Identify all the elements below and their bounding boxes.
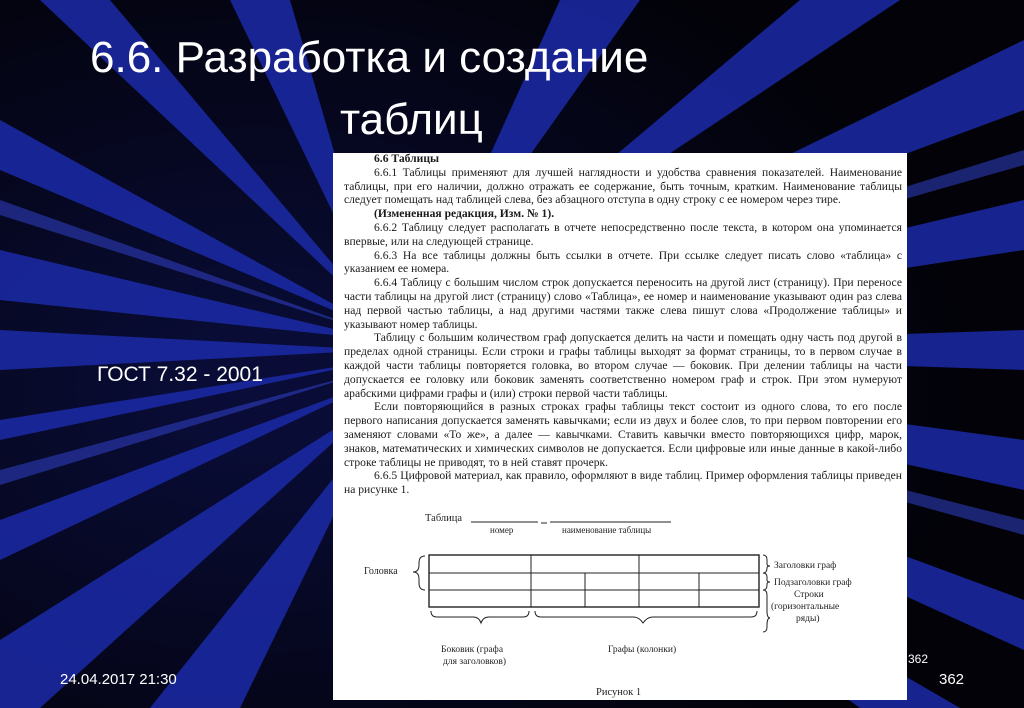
fig-name-label: наименование таблицы bbox=[562, 525, 652, 535]
doc-paragraph: 6.6.5 Цифровой материал, как правило, оформляют в виде таблиц. Пример оформления таблицы приведен на рисунке 1. bbox=[344, 469, 902, 497]
slide-title-line-1: 6.6. Разработка и создание bbox=[90, 33, 649, 82]
fig-columns-label: Графы (колонки) bbox=[608, 645, 677, 655]
fig-number-label: номер bbox=[490, 525, 514, 535]
doc-heading: 6.6 Таблицы bbox=[374, 153, 440, 165]
doc-paragraph: (Измененная редакция, Изм. № 1). bbox=[374, 207, 555, 221]
fig-rows-label: Строки bbox=[794, 590, 824, 600]
table-layout-figure bbox=[333, 153, 907, 700]
fig-rows-label: (горизонтальные bbox=[771, 602, 840, 612]
slide-number-small: 362 bbox=[908, 652, 929, 666]
fig-head-label: Головка bbox=[364, 566, 398, 577]
slide-date: 24.04.2017 21:30 bbox=[60, 671, 177, 688]
fig-stub-label: Боковик (графа bbox=[441, 645, 504, 655]
gost-label: ГОСТ 7.32 - 2001 bbox=[97, 363, 263, 386]
document-scan bbox=[333, 153, 907, 700]
fig-col-headers-label: Заголовки граф bbox=[774, 561, 837, 571]
doc-paragraph: 6.6.2 Таблицу следует располагать в отчете непосредственно после текста, в котором она упоминается впервые, или на следующей странице. bbox=[344, 220, 902, 248]
doc-paragraph: Таблицу с большим количеством граф допускается делить на части и помещать одну часть под другой в пределах одной страницы. Если строки и графы таблицы выходят за формат страницы, то в первом случае в каждой части таблицы повторяется головка, во втором случае — боковик. При делении таблицы на части допускается ее головку или боковик заменять соответственно номером граф и строк. При этом нумеруют арабскими цифрами графы и (или) строки первой части таблицы. bbox=[344, 331, 902, 400]
fig-table-word: Таблица bbox=[425, 513, 463, 524]
fig-stub-label: для заголовков) bbox=[443, 657, 507, 667]
doc-paragraph: Если повторяющийся в разных строках графы таблицы текст состоит из одного слова, то его после первого написания допускается заменять кавычками; если из двух и более слов, то при первом повторении его заменяют словами «То же», а далее — кавычками. Ставить кавычки вместо повторяющихся цифр, марок, знаков, математических и химических символов не допускается. Если цифровые или иные данные в какой-либо строке таблицы не приводят, то в ней ставят прочерк. bbox=[344, 400, 902, 469]
fig-rows-label: ряды) bbox=[796, 614, 820, 624]
doc-paragraph: 6.6.4 Таблицу с большим числом строк допускается переносить на другой лист (страницу). При переносе части таблицы на другой лист (страницу) слово «Таблица», ее номер и наименование указывают один раз слева над первой частью таблицы, а над другими частями также слева пишут слова «Продолжение таблицы» и указывают номер таблицы. bbox=[344, 276, 902, 331]
fig-caption: Рисунок 1 bbox=[596, 687, 642, 698]
slide-number: 362 bbox=[939, 671, 965, 688]
slide-title-line-2: таблиц bbox=[340, 95, 483, 144]
doc-paragraph: 6.6.1 Таблицы применяют для лучшей наглядности и удобства сравнения показателей. Наименование таблицы, при его наличии, должно отражать ее содержание, быть точным, кратким. Наименование таблицы следует помещать над таблицей слева, без абзацного отступа в одну строку с ее номером через тире. bbox=[344, 165, 902, 207]
fig-subheaders-label: Подзаголовки граф bbox=[774, 578, 852, 588]
doc-paragraph: 6.6.3 На все таблицы должны быть ссылки в отчете. При ссылке следует писать слово «таблица» с указанием ее номера. bbox=[344, 248, 902, 276]
